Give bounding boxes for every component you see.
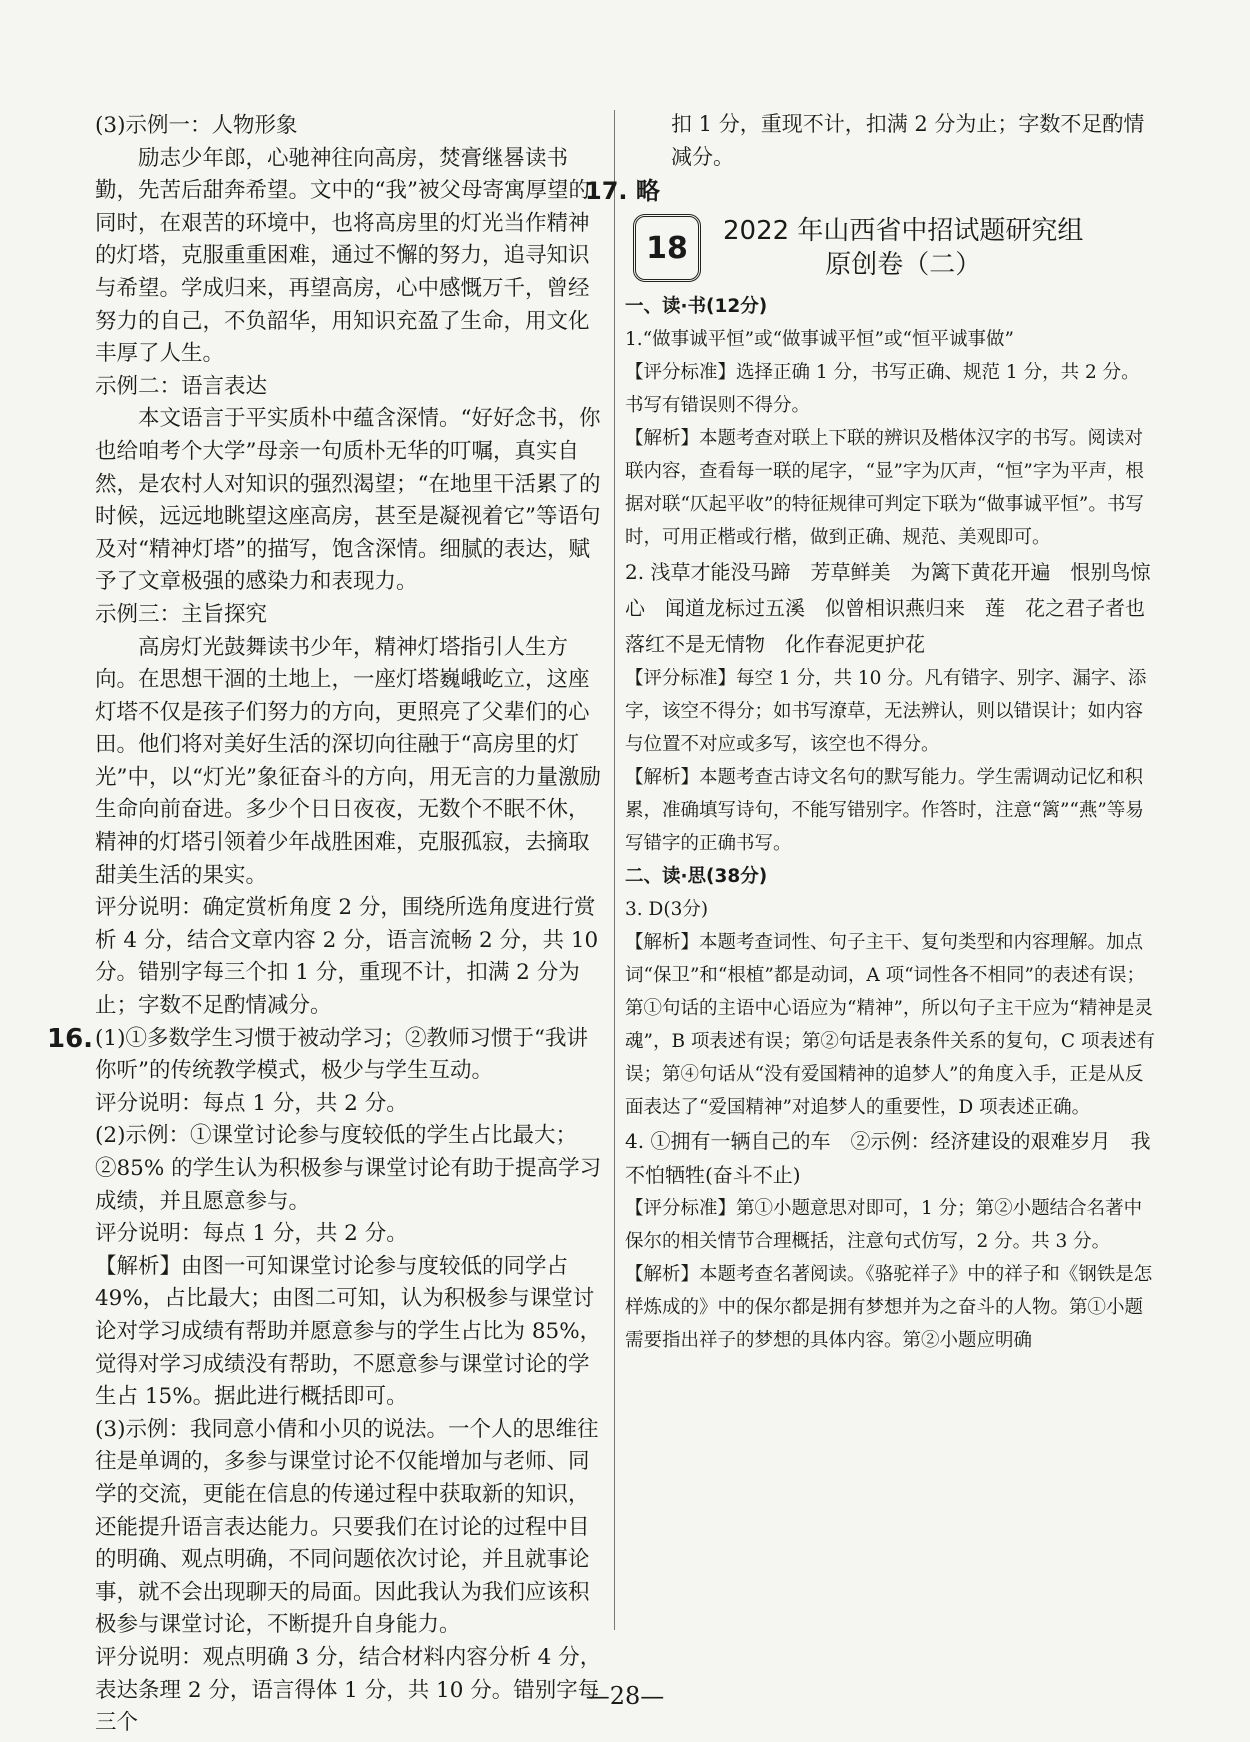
analysis-4: 【解析】本题考查名著阅读。《骆驼祥子》中的祥子和《钢铁是怎样炼成的》中的保尔都是拥有梦想并为之奋斗的人物。第①小题需要指出祥子的梦想的具体内容。第②小题应明确 <box>625 1264 1153 1351</box>
paper-title-line-2: 原创卷（二） <box>825 250 982 280</box>
answer-16-3: (3)示例：我同意小倩和小贝的说法。一个人的思维往往是单调的，多参与课堂讨论不仅能增加与老师、同学的交流，更能在信息的传递过程中获取新的知识，还能提升语言表达能力。只要我们在讨论的过程中目的明确、观点明确，不同问题依次讨论，并且就事论事，就不会出现聊天的局面。因此我认为我们应该积极参与课堂讨论，不断提升自身能力。 <box>95 1416 599 1638</box>
analysis-3: 【解析】本题考查词性、句子主干、复句类型和内容理解。加点词“保卫”和“根植”都是动词，A 项“词性各不相同”的表述有误；第①句话的主语中心语应为“精神”，所以句子主干应为“精神是灵魂”，B 项表述有误；第②句话是表条件关系的复句，C 项表述有误；第④句话从“没有爱国精神的追梦人”的角度入手，正是从反面表达了“爱国精神”对追梦人的重要性，D 项表述正确。 <box>625 932 1155 1118</box>
scoring-standard-2: 【评分标准】每空 1 分，共 10 分。凡有错字、别字、漏字、添字，该空不得分；如书写潦草，无法辨认，则以错误计；如内容与位置不对应或多写，该空也不得分。 <box>625 668 1147 755</box>
answer-16-1: (1)①多数学生习惯于被动学习；②教师习惯于“我讲你听”的传统教学模式，极少与学生互动。 <box>95 1025 588 1084</box>
section-1-title: 一、读·书(12分) <box>625 296 768 317</box>
paper-title-line-1: 2022 年山西省中招试题研究组 <box>723 216 1084 246</box>
paper-title <box>633 214 1158 282</box>
scoring-note-16-1: 评分说明：每点 1 分，共 2 分。 <box>95 1090 408 1116</box>
answer-1: 1.“做事诚平恒”或“做事诚平恒”或“恒平诚事做” <box>625 329 1014 350</box>
analysis-2: 【解析】本题考查古诗文名句的默写能力。学生需调动记忆和积累，准确填写诗句，不能写错别字。作答时，注意“篱”“燕”等易写错字的正确书写。 <box>625 767 1144 854</box>
left-column <box>47 110 605 1740</box>
answer-3-example-3-heading: 示例三：主旨探究 <box>95 601 268 627</box>
answer-3-example-1-text: 励志少年郎，心驰神往向高房，焚膏继晷读书勤，先苦后甜奔希望。文中的“我”被父母寄寓厚望的同时，在艰苦的环境中，也将高房里的灯光当作精神的灯塔，克服重重困难，通过不懈的努力，追寻知识与希望。学成归来，再望高房，心中感慨万千，曾经努力的自己，不负韶华，用知识充盈了生命，用文化丰厚了人生。 <box>95 145 590 367</box>
column-divider <box>614 110 615 1630</box>
question-17: 17. 略 <box>585 177 660 205</box>
answer-3-example-2-text: 本文语言于平实质朴中蕴含深情。“好好念书，你也给咱考个大学”母亲一句质朴无华的叮嘱，真实自然，是农村人对知识的强烈渴望；“在地里干活累了的时候，远远地眺望这座高房，甚至是凝视着它”等语句及对“精神灯塔”的描写，饱含深情。细腻的表达，赋予了文章极强的感染力和表现力。 <box>95 406 601 595</box>
scoring-standard-1: 【评分标准】选择正确 1 分，书写正确、规范 1 分，共 2 分。书写有错误则不得分。 <box>625 362 1140 416</box>
question-16-number: 16. <box>47 1023 94 1054</box>
answer-4: 4. ①拥有一辆自己的车 ②示例：经济建设的艰难岁月 我不怕牺牲(奋斗不止) <box>625 1129 1151 1187</box>
paper-number-badge: 18 <box>633 214 701 282</box>
continued-scoring-note: 扣 1 分，重现不计，扣满 2 分为止；字数不足酌情减分。 <box>671 112 1145 169</box>
answer-3: 3. D(3分) <box>625 899 709 920</box>
right-column <box>585 108 1165 1357</box>
scoring-note-15: 评分说明：确定赏析角度 2 分，围绕所选角度进行赏析 4 分，结合文章内容 2 分，语言流畅 2 分，共 10 分。错别字每三个扣 1 分，重现不计，扣满 2 分为止；字数不足酌情减分。 <box>95 895 599 1019</box>
scoring-note-16-3: 评分说明：观点明确 3 分，结合材料内容分析 4 分，表达条理 2 分，语言得体 1 分，共 10 分。错别字每三个 <box>95 1644 602 1736</box>
answer-3-example-2-heading: 示例二：语言表达 <box>95 373 268 399</box>
answer-2: 2. 浅草才能没马蹄 芳草鲜美 为篱下黄花开遍 恨别鸟惊心 闻道龙标过五溪 似曾相识燕归来 莲 花之君子者也 落红不是无情物 化作春泥更护花 <box>625 560 1165 656</box>
question-16-block <box>47 1023 605 1740</box>
page-number: —28— <box>585 1682 665 1710</box>
section-2-title: 二、读·思(38分) <box>625 866 768 887</box>
analysis-16-2: 【解析】由图一可知课堂讨论参与度较低的同学占 49%，占比最大；由图二可知，认为积极参与课堂讨论对学习成绩有帮助并愿意参与的学生占比为 85%，觉得对学习成绩没有帮助，不愿意参与课堂讨论的学生占 15%。据此进行概括即可。 <box>95 1253 602 1410</box>
analysis-1: 【解析】本题考查对联上下联的辨识及楷体汉字的书写。阅读对联内容，查看每一联的尾字，“显”字为仄声，“恒”字为平声，根据对联“仄起平收”的特征规律可判定下联为“做事诚平恒”。书写时，可用正楷或行楷，做到正确、规范、美观即可。 <box>625 428 1144 548</box>
scoring-note-16-2: 评分说明：每点 1 分，共 2 分。 <box>95 1221 408 1247</box>
answer-3-example-3-text: 高房灯光鼓舞读书少年，精神灯塔指引人生方向。在思想干涸的土地上，一座灯塔巍峨屹立，这座灯塔不仅是孩子们努力的方向，更照亮了父辈们的心田。他们将对美好生活的深切向往融于“高房里的灯光”中，以“灯光”象征奋斗的方向，用无言的力量激励生命向前奋进。多少个日日夜夜，无数个不眠不休，精神的灯塔引领着少年战胜困难，克服孤寂，去摘取甜美生活的果实。 <box>95 634 601 888</box>
answer-16-2: (2)示例：①课堂讨论参与度较低的学生占比最大；②85% 的学生认为积极参与课堂讨论有助于提高学习成绩，并且愿意参与。 <box>95 1123 602 1214</box>
scoring-standard-4: 【评分标准】第①小题意思对即可，1 分；第②小题结合名著中保尔的相关情节合理概括，注意句式仿写，2 分。共 3 分。 <box>625 1198 1143 1252</box>
answer-3-example-1-heading: (3)示例一：人物形象 <box>95 113 298 138</box>
